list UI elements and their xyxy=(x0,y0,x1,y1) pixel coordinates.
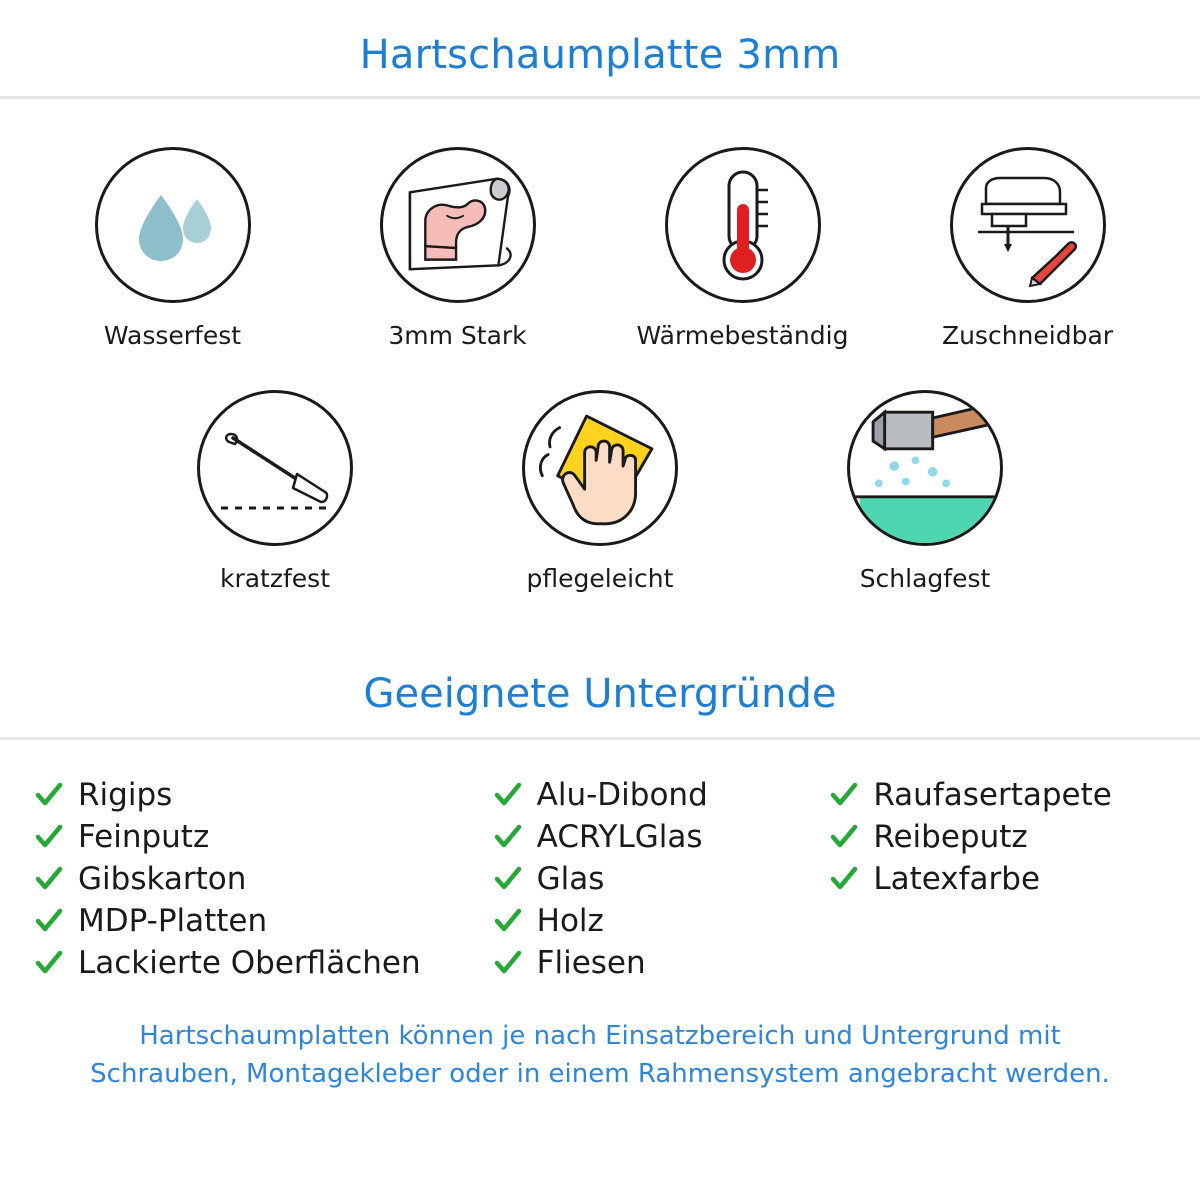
feature-label: Zuschneidbar xyxy=(941,321,1114,350)
check-icon xyxy=(829,864,859,894)
list-item xyxy=(493,774,830,816)
footer-note-line-2: Schrauben, Montagekleber oder in einem Rahmensystem angebracht werden. xyxy=(90,1058,1110,1089)
feature-wasserfest xyxy=(65,147,280,350)
list-item-label: Reibeputz xyxy=(873,818,1028,855)
check-icon xyxy=(34,780,64,810)
feature-zuschneidbar xyxy=(920,147,1135,350)
substrates-column-1 xyxy=(34,774,493,984)
check-icon xyxy=(493,864,523,894)
list-item-label: Alu-Dibond xyxy=(536,776,708,813)
list-item xyxy=(34,858,493,900)
substrates-list xyxy=(0,740,1200,984)
list-item xyxy=(829,816,1166,858)
features-row-1 xyxy=(0,99,1200,350)
water-drop-icon xyxy=(95,147,251,303)
list-item xyxy=(493,942,830,984)
feature-label: Schlagfest xyxy=(859,564,991,593)
list-item-label: Raufasertapete xyxy=(873,776,1112,813)
substrates-column-3 xyxy=(829,774,1166,984)
check-icon xyxy=(493,780,523,810)
feature-kratzfest xyxy=(168,390,383,593)
feature-waermebestaendig xyxy=(635,147,850,350)
list-item-label: Feinputz xyxy=(78,818,210,855)
flexing-arm-icon xyxy=(380,147,536,303)
list-item xyxy=(34,774,493,816)
list-item xyxy=(493,858,830,900)
check-icon xyxy=(493,948,523,978)
check-icon xyxy=(493,906,523,936)
check-icon xyxy=(829,822,859,852)
check-icon xyxy=(829,780,859,810)
list-item xyxy=(34,900,493,942)
list-item-label: ACRYLGlas xyxy=(536,818,703,855)
list-item xyxy=(829,858,1166,900)
list-item xyxy=(829,774,1166,816)
list-item-label: Gibskarton xyxy=(78,860,247,897)
features-row-2 xyxy=(0,350,1200,593)
feature-label: pflegeleicht xyxy=(526,564,674,593)
list-item-label: Latexfarbe xyxy=(873,860,1041,897)
footer-note xyxy=(0,984,1200,1093)
check-icon xyxy=(493,822,523,852)
feature-label: Wärmebeständig xyxy=(636,321,849,350)
thermometer-icon xyxy=(665,147,821,303)
feature-label: 3mm Stark xyxy=(388,321,527,350)
footer-note-line-1: Hartschaumplatten können je nach Einsatzbereich und Untergrund mit xyxy=(139,1021,1061,1051)
check-icon xyxy=(34,864,64,894)
section-title-untergruende: Geeignete Untergründe xyxy=(363,671,837,717)
check-icon xyxy=(34,822,64,852)
list-item-label: Rigips xyxy=(78,776,173,813)
feature-label: Wasserfest xyxy=(103,321,242,350)
scratch-knife-icon xyxy=(197,390,353,546)
substrates-column-2 xyxy=(493,774,830,984)
feature-pflegeleicht xyxy=(493,390,708,593)
list-item-label: MDP-Platten xyxy=(78,902,268,939)
jigsaw-cutter-icon xyxy=(950,147,1106,303)
list-item xyxy=(493,900,830,942)
list-item-label: Fliesen xyxy=(536,944,646,981)
cleaning-hand-cloth-icon xyxy=(522,390,678,546)
list-item-label: Lackierte Oberflächen xyxy=(78,944,421,981)
feature-3mm-stark xyxy=(350,147,565,350)
list-item xyxy=(34,942,493,984)
list-item xyxy=(34,816,493,858)
check-icon xyxy=(34,906,64,936)
hammer-impact-icon xyxy=(847,390,1003,546)
feature-label: kratzfest xyxy=(219,564,330,593)
list-item xyxy=(493,816,830,858)
list-item-label: Glas xyxy=(536,860,605,897)
page-title: Hartschaumplatte 3mm xyxy=(359,32,841,78)
check-icon xyxy=(34,948,64,978)
list-item-label: Holz xyxy=(536,902,604,939)
feature-schlagfest xyxy=(818,390,1033,593)
